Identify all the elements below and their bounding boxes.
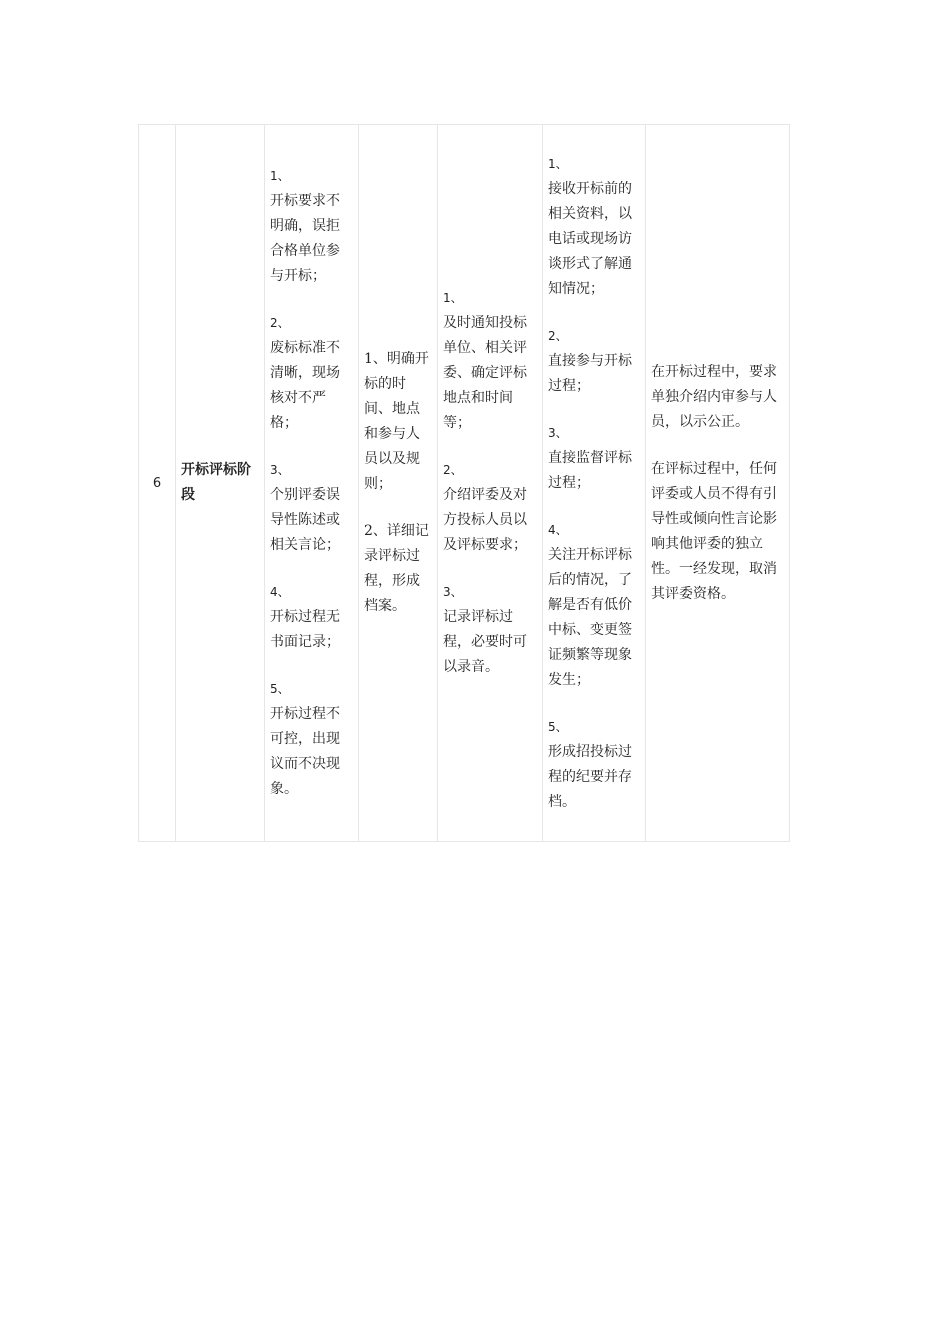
list-item: 4、 关注开标评标后的情况，了解是否有低价中标、变更签证频繁等现象发生；	[548, 522, 632, 688]
list-item: 4、 开标过程无书面记录；	[270, 585, 340, 650]
stage-name: 开标评标阶段	[176, 125, 265, 842]
list-item: 5、 形成招投标过程的纪要并存档。	[548, 719, 632, 810]
list-item: 5、 开标过程不可控，出现议而不决现象。	[270, 682, 340, 797]
remark-paragraph: 在开标过程中，要求单独介绍内审参与人员，以示公正。	[651, 363, 777, 430]
list-item: 2、 直接参与开标过程；	[548, 328, 632, 394]
row-number: 6	[139, 125, 176, 842]
table-row	[139, 125, 790, 842]
remark-paragraph: 在评标过程中，任何评委或人员不得有引导性或倾向性言论影响其他评委的独立性。一经发现，取消其评委资格。	[651, 460, 777, 602]
list-item: 1、 及时通知投标单位、相关评委、确定评标地点和时间等；	[443, 291, 527, 431]
control-measures-cell	[359, 125, 438, 842]
list-item: 2、详细记录评标过程，形成档案。	[364, 523, 429, 614]
audit-cell	[543, 125, 646, 842]
list-item: 1、明确开标的时间、地点和参与人员以及规则；	[364, 351, 429, 492]
list-item: 3、 记录评标过程，必要时可以录音。	[443, 585, 527, 675]
procedure-cell	[438, 125, 543, 842]
remarks-cell	[646, 125, 790, 842]
list-item: 1、 开标要求不明确，误拒合格单位参与开标；	[270, 169, 340, 284]
list-item: 3、 个别评委误导性陈述或相关言论；	[270, 463, 340, 553]
list-item: 2、 介绍评委及对方投标人员以及评标要求；	[443, 463, 527, 553]
stage-table	[138, 124, 790, 842]
list-item: 2、 废标标准不清晰，现场核对不严格；	[270, 316, 340, 431]
list-item: 3、 直接监督评标过程；	[548, 425, 632, 491]
risk-points-cell	[265, 125, 359, 842]
list-item: 1、 接收开标前的相关资料，以电话或现场访谈形式了解通知情况；	[548, 156, 632, 297]
